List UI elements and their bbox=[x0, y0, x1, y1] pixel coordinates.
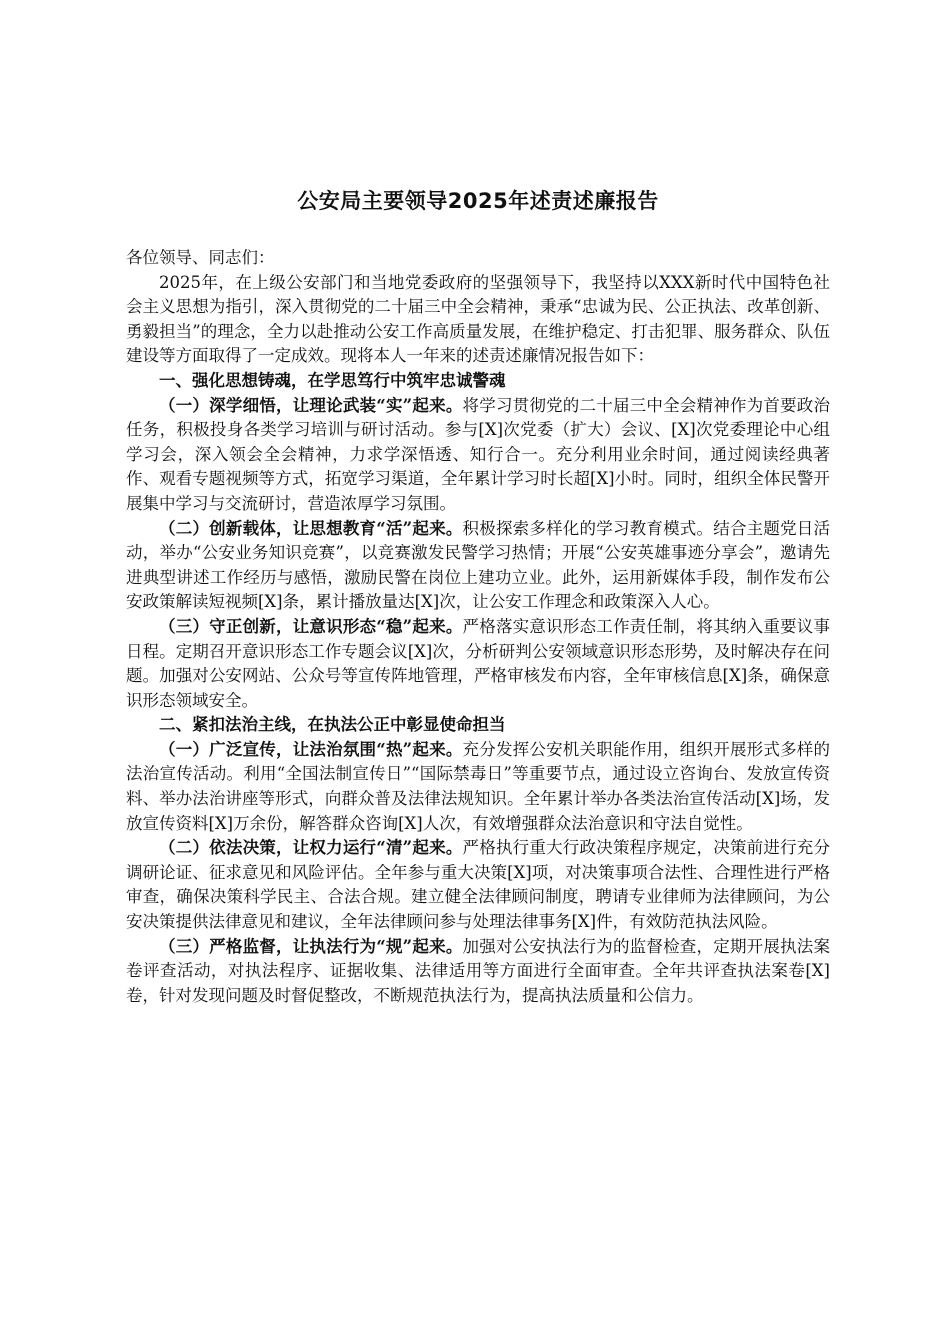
paragraph-body: 充分发挥公安机关职能作用，组织开展形式多样的法治宣传活动。利用“全国法制宣传日”“国际禁毒日”等重要节点，通过设立咨询台、发放宣传资料、举办法治讲座等形式，向群众普及法律法规知识。全年累计举办各类法治宣传活动[X]场，发放宣传资料[X]万余份，解答群众咨询[X]人次，有效增强群众法治意识和守法自觉性。 bbox=[126, 739, 831, 833]
document-page bbox=[126, 186, 830, 1008]
section-heading-1: 一、强化思想铸魂，在学思笃行中筑牢忠诚警魂 bbox=[159, 370, 506, 390]
paragraph-body: 将学习贯彻党的二十届三中全会精神作为首要政治任务，积极投身各类学习培训与研讨活动。参与[X]次党委（扩大）会议、[X]次党委理论中心组学习会，深入领会全会精神，力求学深悟透、知行合一。充分利用业余时间，通过阅读经典著作、观看专题视频等方式，拓宽学习渠道，全年累计学习时长超[X]小时。同时，组织全体民警开展集中学习与交流研讨，营造浓厚学习氛围。 bbox=[126, 395, 831, 513]
paragraph-body: 加强对公安执法行为的监督检查，定期开展执法案卷评查活动，对执法程序、证据收集、法律适用等方面进行全面审查。全年共评查执法案卷[X]卷，针对发现问题及时督促整改，不断规范执法行为，提高执法质量和公信力。 bbox=[126, 936, 831, 1005]
section-heading-2: 二、紧扣法治主线，在执法公正中彰显使命担当 bbox=[159, 715, 506, 735]
paragraph-body: 积极探索多样化的学习教育模式。结合主题党日活动，举办“公安业务知识竞赛”，以竞赛激发民警学习热情；开展“公安英雄事迹分享会”，邀请先进典型讲述工作经历与感悟，激励民警在岗位上建功立业。此外，运用新媒体手段，制作发布公安政策解读短视频[X]条，累计播放量达[X]次，让公安工作理念和政策深入人心。 bbox=[126, 518, 831, 612]
paragraph-lead: （一）深学细悟，让理论武装“实”起来。 bbox=[159, 395, 463, 415]
salutation: 各位领导、同志们： bbox=[126, 248, 275, 267]
paragraph-body: 严格落实意识形态工作责任制，将其纳入重要议事日程。定期召开意识形态工作专题会议[X]次，分析研判公安领域意识形态形势，及时解决存在问题。加强对公安网站、公众号等宣传阵地管理，严格审核发布内容，全年审核信息[X]条，确保意识形态领域安全。 bbox=[126, 616, 831, 710]
paragraph-lead: （二）依法决策，让权力运行“清”起来。 bbox=[159, 838, 463, 858]
intro-paragraph: 2025年，在上级公安部门和当地党委政府的坚强领导下，我坚持以XXX新时代中国特色社会主义思想为指引，深入贯彻党的二十届三中全会精神，秉承“忠诚为民、公正执法、改革创新、勇毅担当”的理念，全力以赴推动公安工作高质量发展，在维护稳定、打击犯罪、服务群众、队伍建设等方面取得了一定成效。现将本人一年来的述责述廉情况报告如下： bbox=[126, 272, 830, 366]
paragraph-1-1 bbox=[126, 394, 830, 517]
document-title: 公安局主要领导2025年述责述廉报告 bbox=[297, 189, 659, 213]
paragraph-lead: （二）创新载体，让思想教育“活”起来。 bbox=[159, 518, 463, 538]
paragraph-2-3 bbox=[126, 935, 830, 1009]
paragraph-lead: （一）广泛宣传，让法治氛围“热”起来。 bbox=[159, 739, 463, 759]
paragraph-2-2 bbox=[126, 836, 830, 934]
paragraph-2-1 bbox=[126, 738, 830, 836]
paragraph-body: 严格执行重大行政决策程序规定，决策前进行充分调研论证、征求意见和风险评估。全年参与重大决策[X]项，对决策事项合法性、合理性进行严格审查，确保决策科学民主、合法合规。建立健全法律顾问制度，聘请专业律师为法律顾问，为公安决策提供法律意见和建议，全年法律顾问参与处理法律事务[X]件，有效防范执法风险。 bbox=[126, 838, 831, 932]
paragraph-1-3 bbox=[126, 615, 830, 713]
paragraph-lead: （三）守正创新，让意识形态“稳”起来。 bbox=[159, 616, 463, 636]
paragraph-1-2 bbox=[126, 517, 830, 615]
paragraph-lead: （三）严格监督，让执法行为“规”起来。 bbox=[159, 936, 463, 956]
